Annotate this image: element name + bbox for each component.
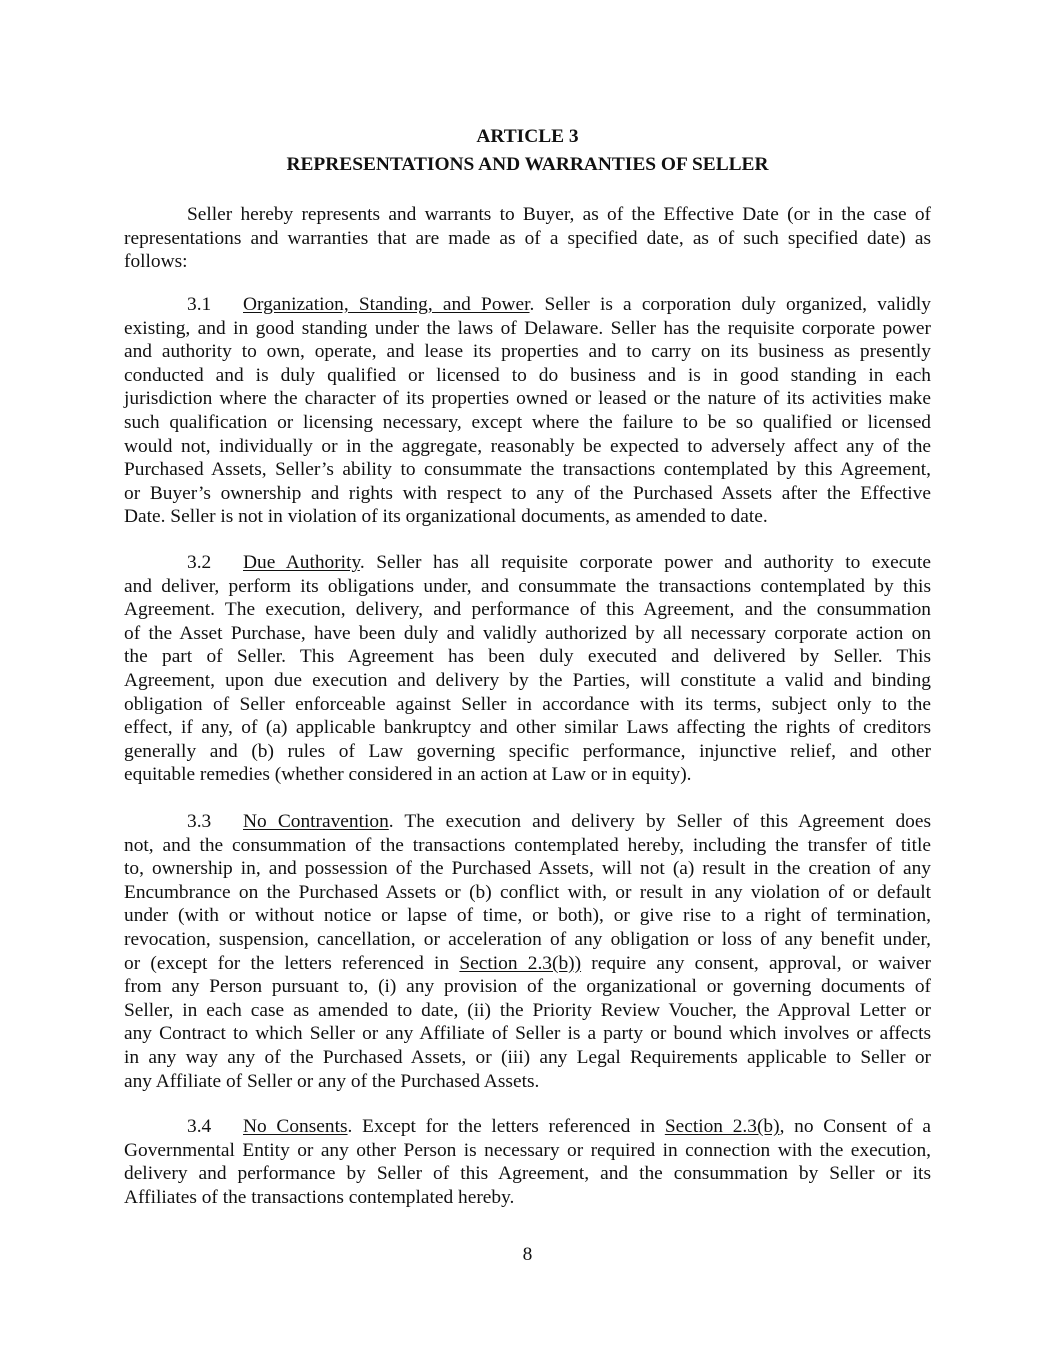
section-3-2 <box>124 551 931 787</box>
section-line: existing, and in good standing under the laws of Delaware. Seller has the requisite corporate power <box>124 317 931 339</box>
section-line: and authority to own, operate, and lease its properties and to carry on its business as presently <box>124 341 931 363</box>
section-line: Encumbrance on the Purchased Assets or (b) conflict with, or result in any violation of or default <box>124 881 931 903</box>
section-heading: Organization, Standing, and Power <box>243 294 530 315</box>
section-line: generally and (b) rules of Law governing specific performance, injunctive relief, and other <box>124 740 931 762</box>
section-line: not, and the consummation of the transactions contemplated hereby, including the transfer of title <box>124 834 931 856</box>
section-line: such qualification or licensing necessary, except where the failure to be so qualified or licensed <box>124 411 931 433</box>
section-3-3 <box>124 810 931 1093</box>
intro-line: representations and warranties that are made as of a specified date, as of such specified date) as <box>124 227 931 249</box>
section-text: . The execution and delivery by Seller of this Agreement does <box>388 811 931 832</box>
section-line: or Buyer’s ownership and rights with respect to any of the Purchased Assets after the Effective <box>124 482 931 504</box>
section-number: 3.4 <box>187 1116 212 1137</box>
section-number: 3.2 <box>187 552 212 573</box>
section-heading: No Contravention <box>243 811 389 832</box>
section-first-line <box>124 551 931 575</box>
section-number: 3.3 <box>187 811 212 832</box>
section-line: to, ownership in, and possession of the Purchased Assets, will not (a) result in the creation of any <box>124 858 931 880</box>
section-line: in any way any of the Purchased Assets, or (iii) any Legal Requirements applicable to Seller or <box>124 1046 931 1068</box>
section-first-line <box>124 293 931 317</box>
section-line: under (with or without notice or lapse of time, or both), or give rise to a right of termination, <box>124 905 931 927</box>
section-3-1 <box>124 293 931 529</box>
section-line: any Contract to which Seller or any Affiliate of Seller is a party or bound which involves or affects <box>124 1023 931 1045</box>
section-line: Agreement, upon due execution and delivery by the Parties, will constitute a valid and binding <box>124 669 931 691</box>
article-number: ARTICLE 3 <box>476 126 579 147</box>
section-line: effect, if any, of (a) applicable bankruptcy and other similar Laws affecting the rights of creditors <box>124 717 931 739</box>
section-line: equitable remedies (whether considered in an action at Law or in equity). <box>124 764 692 786</box>
page-number: 8 <box>522 1244 533 1265</box>
section-text: . Seller is a corporation duly organized, validly <box>529 294 932 315</box>
section-line: and deliver, perform its obligations under, and consummate the transactions contemplated by this <box>124 575 931 597</box>
section-cross-reference-link[interactable]: Section 2.3(b) <box>664 1116 780 1137</box>
section-line: obligation of Seller enforceable against Seller in accordance with its terms, subject only to the <box>124 693 931 715</box>
section-line: Date. Seller is not in violation of its organizational documents, as amended to date. <box>124 506 768 528</box>
section-first-line <box>124 1115 931 1139</box>
section-text: . Except for the letters referenced in <box>347 1116 665 1137</box>
section-3-4 <box>124 1115 931 1209</box>
article-title: REPRESENTATIONS AND WARRANTIES OF SELLER <box>286 154 769 175</box>
intro-paragraph <box>124 203 931 274</box>
section-heading: No Consents <box>243 1116 348 1137</box>
section-line: Purchased Assets, Seller’s ability to consummate the transactions contemplated by this Agreement, <box>124 459 931 481</box>
section-line: Seller, in each case as amended to date, (ii) the Priority Review Voucher, the Approval Letter or <box>124 999 931 1021</box>
section-heading: Due Authority <box>243 552 360 573</box>
section-line: the part of Seller. This Agreement has been duly executed and delivered by Seller. This <box>124 646 931 668</box>
section-number: 3.1 <box>187 294 212 315</box>
section-line: of the Asset Purchase, have been duly and validly authorized by all necessary corporate action on <box>124 622 931 644</box>
section-line: jurisdiction where the character of its properties owned or leased or the nature of its activities make <box>124 388 931 410</box>
section-line: Agreement. The execution, delivery, and performance of this Agreement, and the consummation <box>124 599 931 621</box>
section-first-line <box>124 810 931 834</box>
intro-line: Seller hereby represents and warrants to Buyer, as of the Effective Date (or in the case of <box>187 204 931 225</box>
section-ref-line <box>124 952 931 976</box>
section-line: Affiliates of the transactions contemplated hereby. <box>124 1186 515 1208</box>
section-text: or (except for the letters referenced in <box>124 952 460 974</box>
section-line: Governmental Entity or any other Person is necessary or required in connection with the execution, <box>124 1139 931 1161</box>
section-line: conducted and is duly qualified or licensed to do business and is in good standing in each <box>124 364 931 386</box>
section-cross-reference-link[interactable]: Section 2.3(b)) <box>459 952 582 974</box>
section-line: would not, individually or in the aggregate, reasonably be expected to adversely affect any of the <box>124 435 931 457</box>
section-text: , no Consent of a <box>779 1116 932 1137</box>
section-line: from any Person pursuant to, (i) any provision of the organizational or governing documents of <box>124 976 931 998</box>
section-text: . Seller has all requisite corporate power and authority to execute <box>359 552 931 573</box>
section-line: delivery and performance by Seller of this Agreement, and the consummation by Seller or its <box>124 1163 931 1185</box>
section-text: require any consent, approval, or waiver <box>581 952 931 974</box>
intro-line: follows: <box>124 251 188 273</box>
section-line: revocation, suspension, cancellation, or acceleration of any obligation or loss of any benefit under, <box>124 928 931 950</box>
section-line: any Affiliate of Seller or any of the Purchased Assets. <box>124 1070 540 1092</box>
